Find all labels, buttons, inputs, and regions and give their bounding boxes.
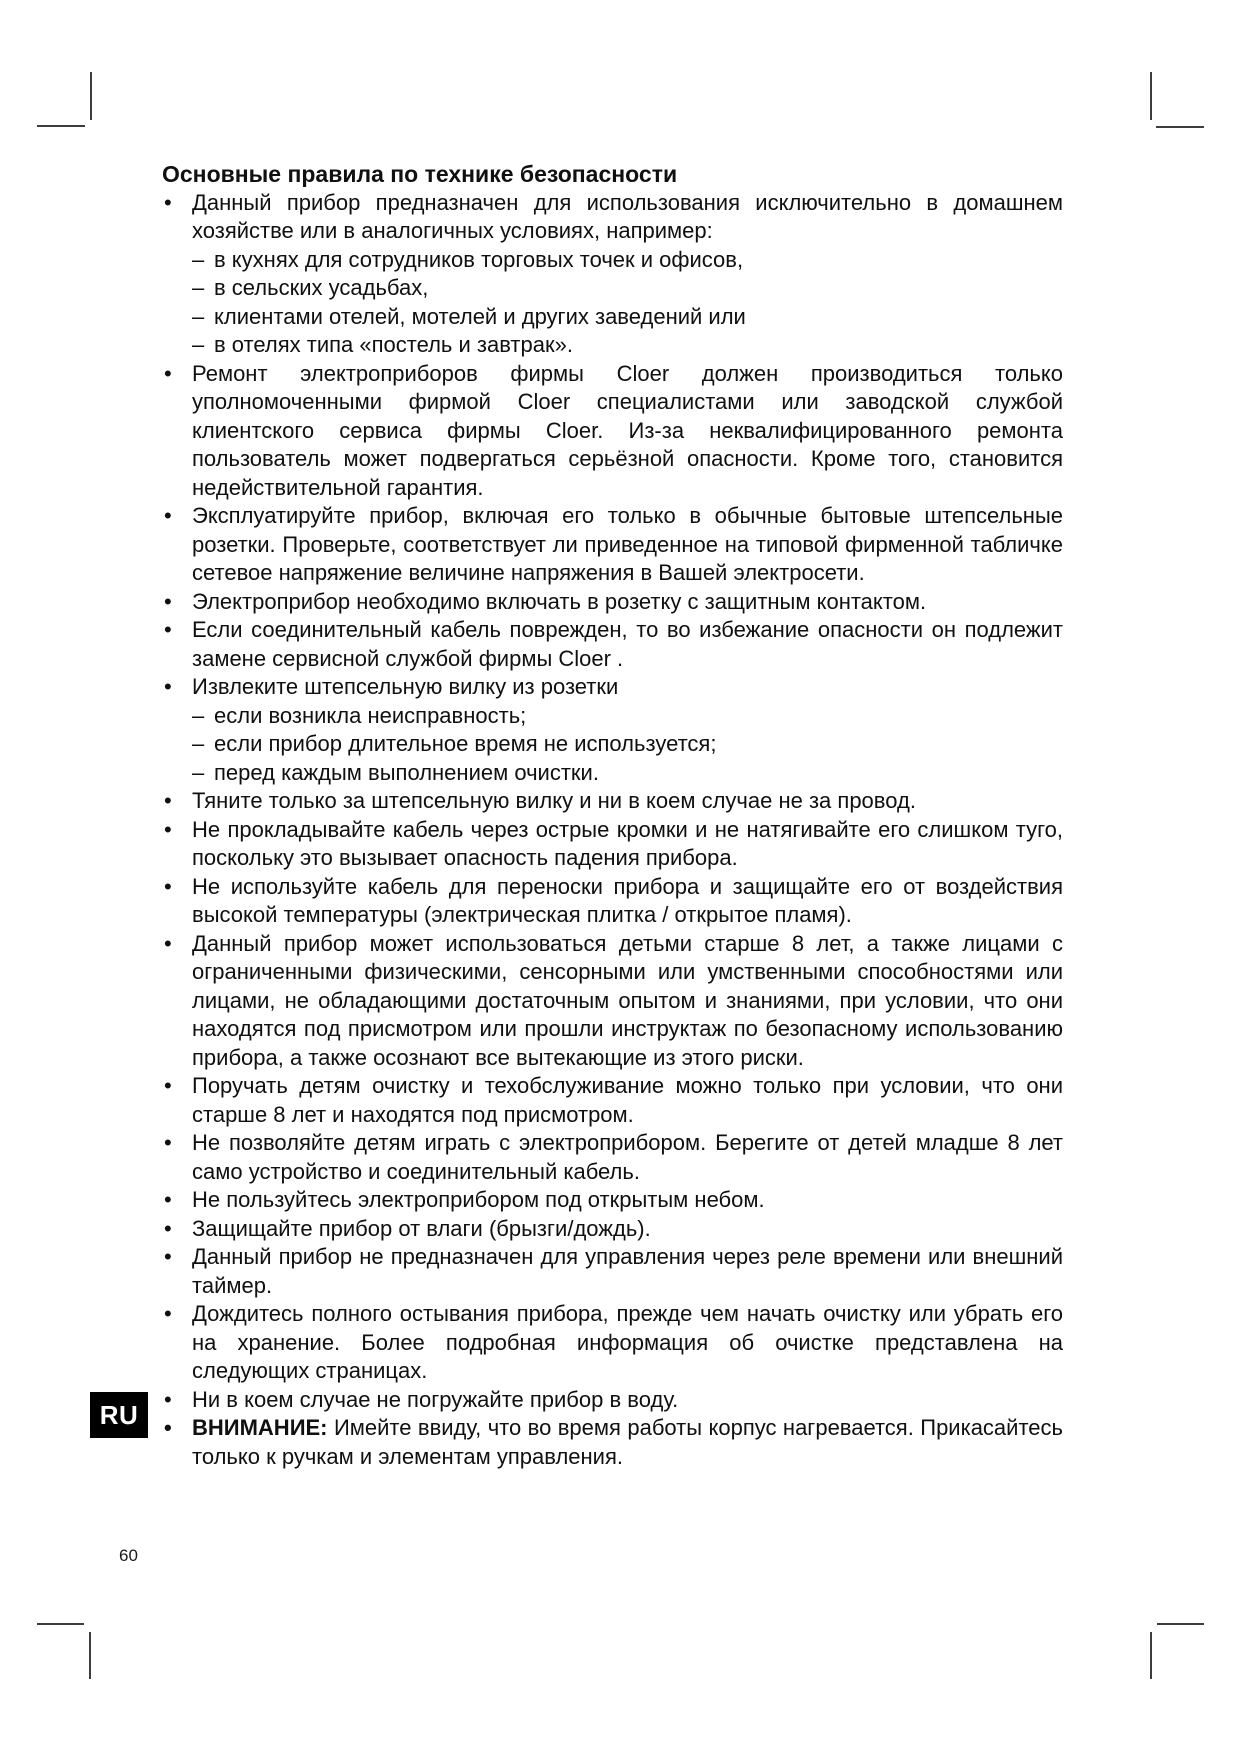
list-item-text: Поручать детям очистку и техобслуживание можно только при условии, что они старше 8 лет и находятся под присмотром. (192, 1073, 1063, 1127)
bullet-marker: • (164, 1187, 172, 1212)
warning-label: ВНИМАНИЕ: (192, 1415, 328, 1440)
list-item (162, 673, 1063, 702)
list-item (162, 303, 1063, 332)
list-item-text: Данный прибор может использоваться детьми старше 8 лет, а также лицами с ограниченными физическими, сенсорными или умственными способностями или лицами, не обладающими достаточным опытом и знаниями, при условии, что они находятся под присмотром или прошли инструктаж по безопасному использованию прибора, а также осознают все вытекающие из этого риски. (192, 930, 1063, 1070)
list-item (162, 331, 1063, 360)
bullet-marker: • (164, 788, 172, 813)
list-item (162, 616, 1063, 673)
list-item-text: Не прокладывайте кабель через острые кромки и не натягивайте его слишком туго, поскольку это вызывает опасность падения прибора. (192, 816, 1063, 870)
crop-mark (1156, 126, 1204, 128)
dash-marker: – (192, 702, 205, 728)
list-item (162, 873, 1063, 930)
list-item-text: Электроприбор необходимо включать в розетку с защитным контактом. (192, 588, 927, 614)
language-badge (90, 1392, 148, 1438)
list-item-text: Не пользуйтесь электроприбором под открытым небом. (192, 1187, 765, 1212)
crop-mark (89, 1632, 91, 1679)
bullet-marker: • (164, 1073, 172, 1098)
bullet-marker: • (164, 1244, 172, 1269)
list-item-text: если прибор длительное время не используется; (214, 731, 717, 756)
list-item-text: Извлеките штепсельную вилку из розетки (192, 674, 619, 699)
list-item (162, 1300, 1063, 1386)
list-item (162, 274, 1063, 303)
list-item-text: Эксплуатируйте прибор, включая его только в обычные бытовые штепсельные розетки. Проверьте, соответствует ли приведенное на типовой фирменной табличке сетевое напряжение величине напряжения в Вашей электросети. (192, 503, 1063, 585)
dash-marker: – (192, 731, 205, 756)
dash-marker: – (192, 275, 205, 300)
list-item-text: Дождитесь полного остывания прибора, прежде чем начать очистку или убрать его на хранение. Более подробная информация об очистке представлена на следующих страницах. (192, 1301, 1063, 1383)
list-item (162, 1243, 1063, 1300)
list-item-text: Имейте ввиду, что во время работы корпус нагревается. Прикасайтесь только к ручкам и элементам управления. (192, 1415, 1063, 1469)
bullet-marker: • (164, 873, 172, 899)
bullet-marker: • (164, 1130, 172, 1155)
list-item-text: Не используйте кабель для переноски прибора и защищайте его от воздействия высокой температуры (электрическая плитка / открытое пламя). (192, 873, 1063, 927)
list-item (162, 588, 1063, 617)
list-item-text: перед каждым выполнением очистки. (214, 759, 599, 785)
list-item-text: Защищайте прибор от влаги (брызги/дождь). (192, 1215, 651, 1241)
list-item (162, 1414, 1063, 1471)
bullet-marker: • (164, 503, 172, 528)
list-item-text: в сельских усадьбах, (214, 275, 429, 300)
list-item (162, 360, 1063, 503)
list-item (162, 1129, 1063, 1186)
list-item (162, 1386, 1063, 1415)
list-item-text: Не позволяйте детям играть с электроприбором. Берегите от детей младше 8 лет само устройство и соединительный кабель. (192, 1130, 1063, 1184)
dash-marker: – (192, 246, 205, 272)
list-item (162, 189, 1063, 246)
list-item (162, 1215, 1063, 1244)
crop-mark (90, 72, 92, 120)
crop-mark (37, 125, 85, 127)
crop-mark (1150, 72, 1152, 120)
bullet-marker: • (164, 360, 172, 386)
list-item (162, 246, 1063, 275)
bullet-marker: • (164, 674, 172, 699)
list-item-text: Данный прибор предназначен для использования исключительно в домашнем хозяйстве или в аналогичных условиях, например: (192, 189, 1063, 243)
list-item-text: если возникла неисправность; (214, 702, 527, 728)
list-item-text: в отелях типа «постель и завтрак». (214, 332, 573, 357)
list-item-text: Данный прибор не предназначен для управления через реле времени или внешний таймер. (192, 1244, 1063, 1298)
bullet-marker: • (164, 930, 172, 956)
bullet-marker: • (164, 1301, 172, 1326)
list-item (162, 702, 1063, 731)
manual-text-column (162, 160, 1063, 1471)
list-item (162, 502, 1063, 588)
bullet-marker: • (164, 1415, 172, 1440)
dash-marker: – (192, 759, 205, 785)
list-item-text: Ремонт электроприборов фирмы Cloer должен производиться только уполномоченными фирмой Cloer специалистами или заводской службой клиентского сервиса фирмы Cloer. Из-за неквалифицированного ремонта пользователь может подвергаться серьёзной опасности. Кроме того, становится недействительной гарантия. (192, 360, 1063, 500)
bullet-marker: • (164, 617, 172, 642)
list-item-text: в кухнях для сотрудников торговых точек и офисов, (214, 246, 744, 272)
dash-marker: – (192, 303, 205, 329)
list-item (162, 816, 1063, 873)
crop-mark (37, 1623, 84, 1625)
list-item (162, 1186, 1063, 1215)
list-item (162, 1072, 1063, 1129)
list-item-text: Если соединительный кабель поврежден, то во избежание опасности он подлежит замене сервисной службой фирмы Cloer . (192, 617, 1063, 671)
bullet-marker: • (164, 189, 172, 215)
list-item-text: Ни в коем случае не погружайте прибор в воду. (192, 1386, 679, 1412)
bullet-marker: • (164, 1215, 172, 1241)
crop-mark (1157, 1623, 1204, 1625)
language-badge-label: RU (99, 1399, 139, 1430)
page-title: Основные правила по технике безопасности (162, 161, 678, 187)
bullet-marker: • (164, 588, 172, 614)
list-item-text: клиентами отелей, мотелей и других заведений или (214, 303, 746, 329)
bullet-marker: • (164, 816, 172, 842)
list-item (162, 730, 1063, 759)
list-item (162, 759, 1063, 788)
page-number: 60 (119, 1546, 138, 1565)
list-item (162, 930, 1063, 1073)
list-item (162, 787, 1063, 816)
list-item-text: Тяните только за штепсельную вилку и ни в коем случае не за провод. (192, 788, 916, 813)
crop-mark (1150, 1632, 1152, 1679)
safety-rules-list (162, 189, 1063, 1472)
bullet-marker: • (164, 1386, 172, 1412)
dash-marker: – (192, 332, 205, 357)
